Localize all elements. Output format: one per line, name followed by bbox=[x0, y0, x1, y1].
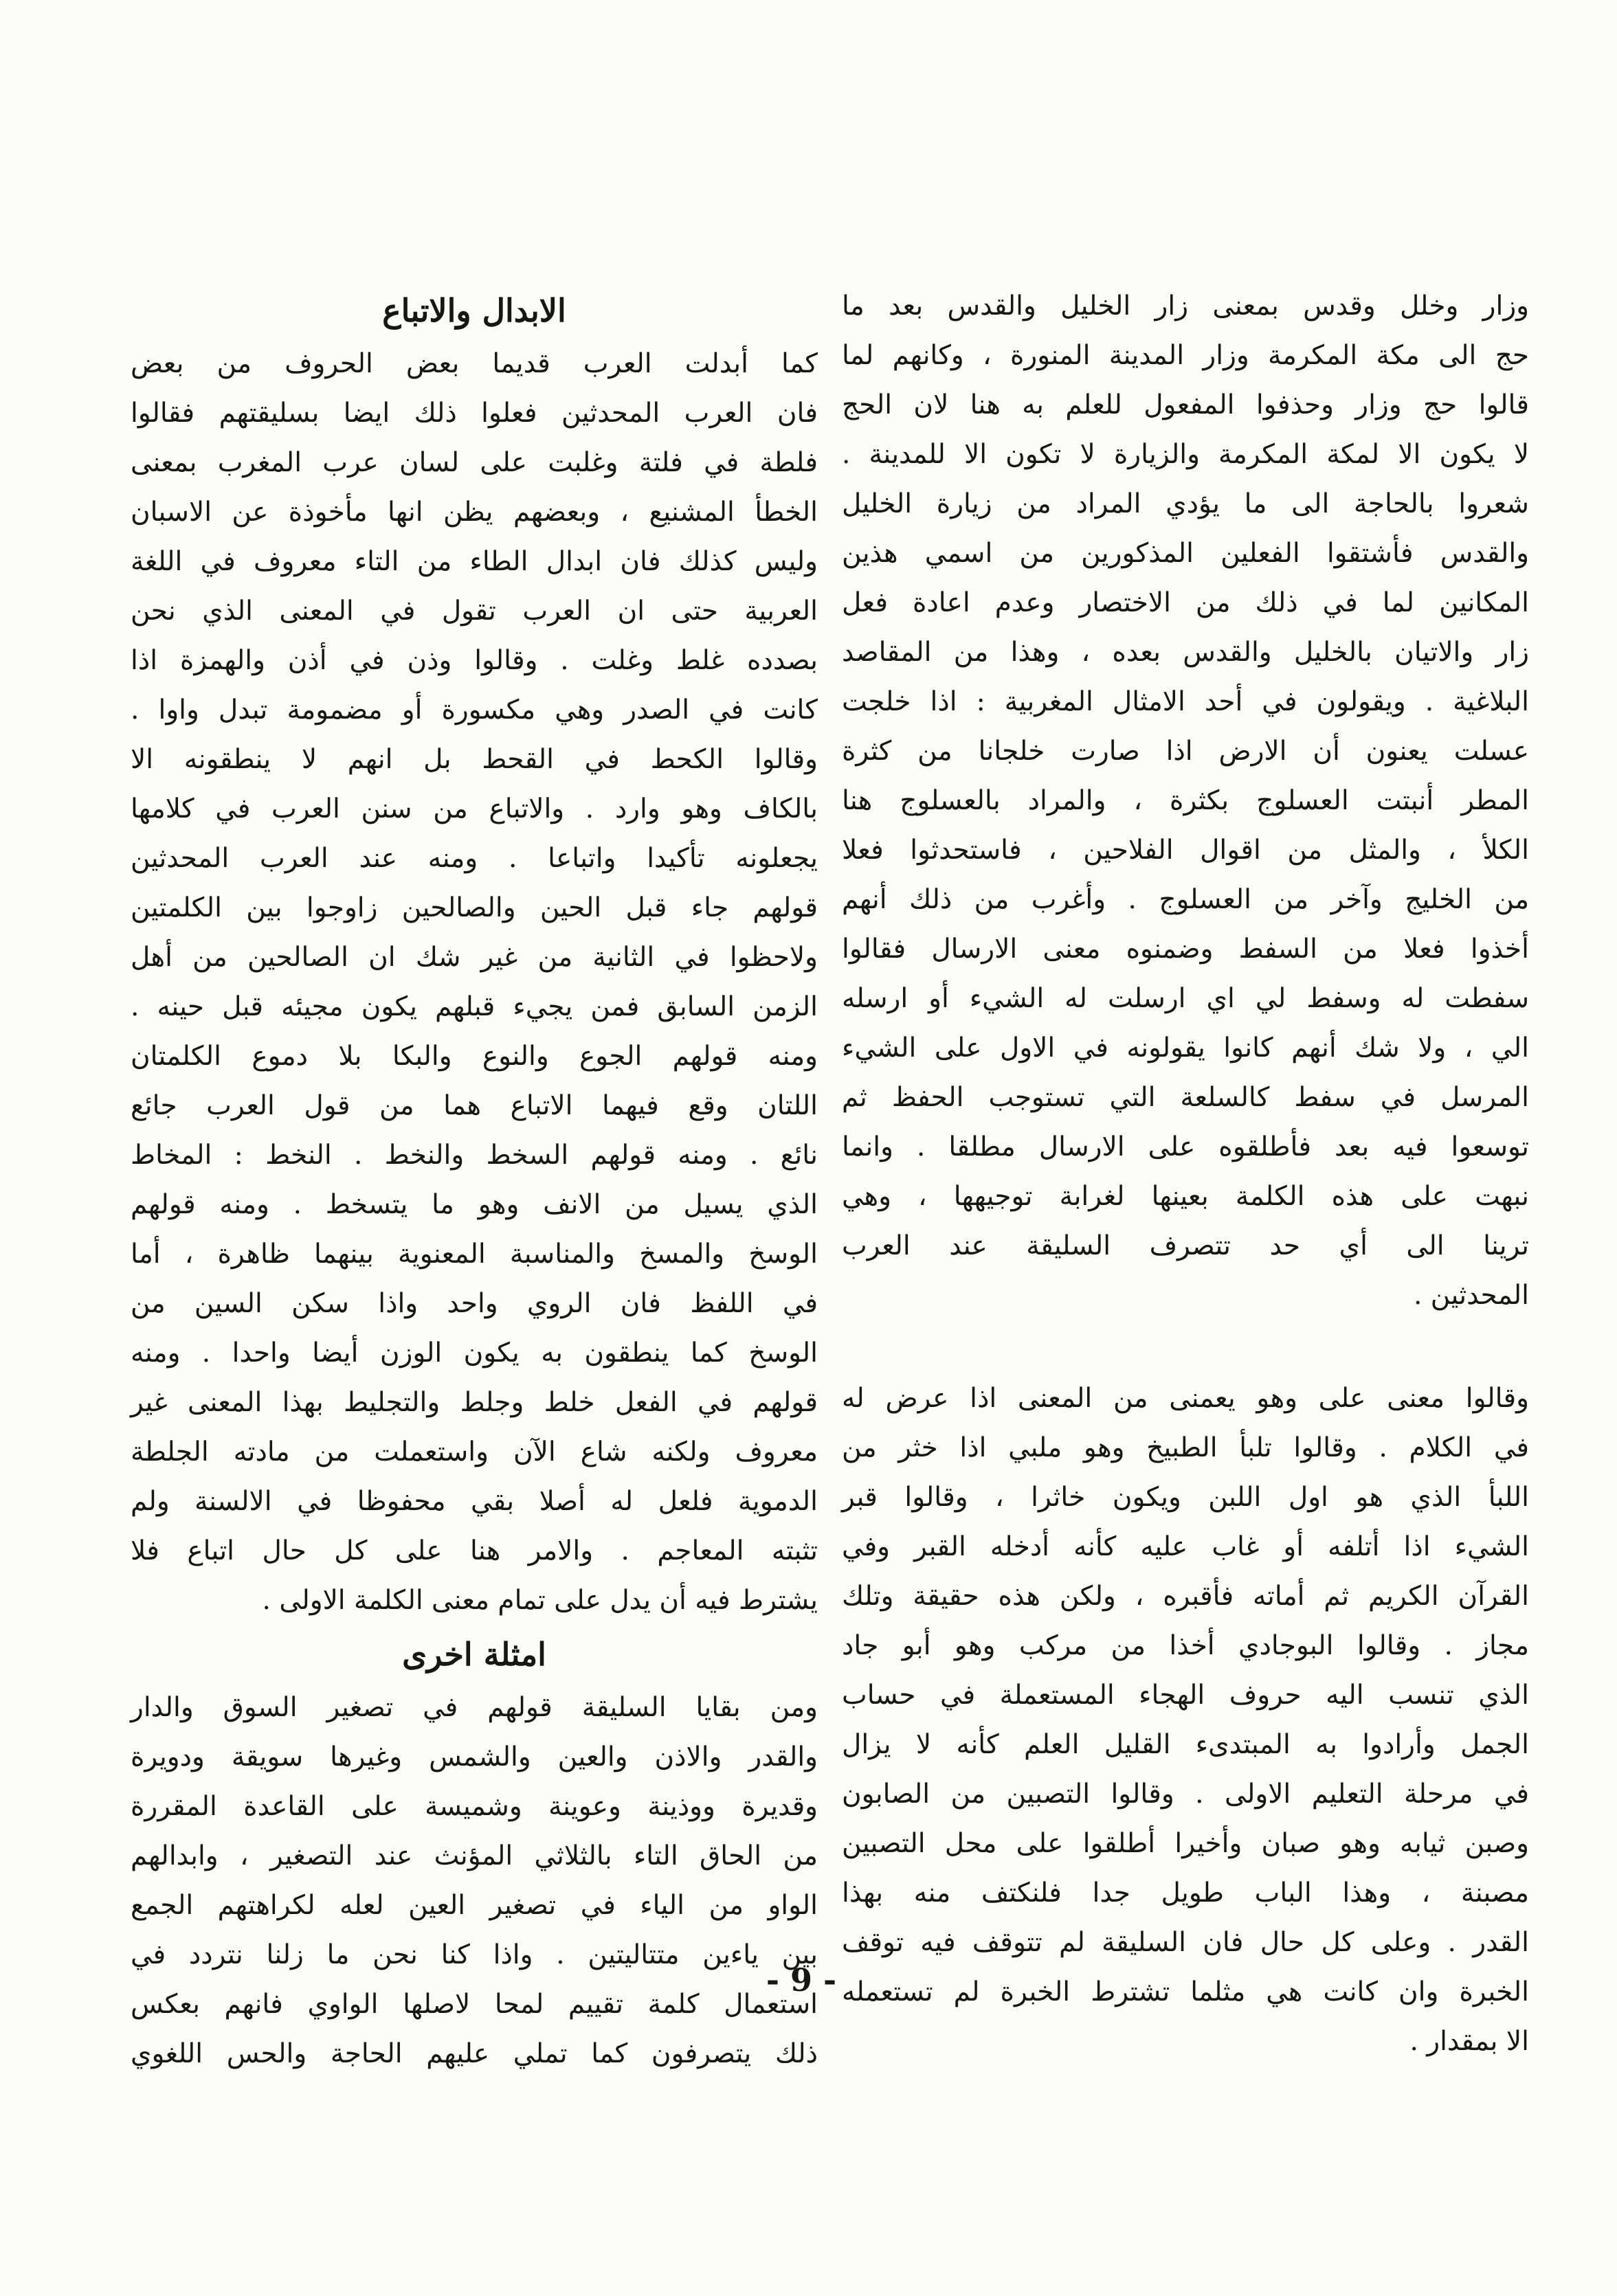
left-paragraph-1 bbox=[131, 339, 818, 1625]
text-line: حج الى مكة المكرمة وزار المدينة المنورة ، وكانهم لما bbox=[842, 340, 1529, 371]
text-line: بصدده غلط وغلت . وقالوا وذن في أذن والهمزة اذا bbox=[131, 645, 818, 676]
text-line: معروف ولكنه شاع الآن واستعملت من مادته الجلطة bbox=[131, 1437, 818, 1467]
text-line: والقدر والاذن والعين والشمس وغيرها سويقة ودويرة bbox=[131, 1742, 818, 1772]
text-line: الي ، ولا شك أنهم كانوا يقولونه في الاول على الشيء bbox=[842, 1033, 1529, 1063]
text-line: العربية حتى ان العرب تقول في المعنى الذي نحن bbox=[131, 596, 818, 627]
text-line: فان العرب المحدثين فعلوا ذلك ايضا بسليقتهم فقالوا bbox=[131, 398, 818, 429]
text-line: المحدثين . bbox=[1413, 1280, 1529, 1311]
section-heading: الابدال والاتباع bbox=[382, 292, 566, 329]
text-line: استعمال كلمة تقييم لمحا لاصلها الواوي فانهم بعكس bbox=[131, 1989, 818, 2020]
right-paragraph-2 bbox=[842, 1374, 1529, 2067]
left-paragraph-2 bbox=[131, 1683, 818, 2079]
text-line: فلطة في فلتة وغلبت على لسان عرب المغرب بمعنى bbox=[131, 447, 818, 478]
text-line: وقالوا معنى على وهو يعمنى من المعنى اذا عرض له bbox=[842, 1383, 1529, 1414]
text-line: في الكلام . وقالوا تلبأ الطبيخ وهو ملبي اذا خثر من bbox=[842, 1432, 1529, 1463]
text-line: اللتان وقع فيهما الاتباع هما من قول العرب جائع bbox=[131, 1090, 818, 1121]
text-line: تثبته المعاجم . والامر هنا على كل حال اتباع فلا bbox=[131, 1535, 818, 1566]
text-line: يشترط فيه أن يدل على تمام معنى الكلمة الاولى . bbox=[262, 1585, 818, 1616]
text-line: من الخليج وآخر من العسلوج . وأغرب من ذلك أنهم bbox=[842, 884, 1529, 915]
text-line: قولهم جاء قبل الحين والصالحين زاوجوا بين الكلمتين bbox=[131, 892, 818, 923]
text-line: وقالوا الكحط في القحط بل انهم لا ينطقونه الا bbox=[131, 744, 818, 775]
text-line: وليس كذلك فان ابدال الطاء من التاء معروف في اللغة bbox=[131, 546, 818, 577]
text-line: الذي يسيل من الانف وهو ما يتسخط . ومنه قولهم bbox=[131, 1189, 818, 1220]
text-line: الواو من الياء في تصغير العين لعله لكراهتهم الجمع bbox=[131, 1890, 818, 1921]
left-column bbox=[131, 282, 818, 2079]
text-line: أخذوا فعلا من السفط وضمنوه معنى الارسال فقالوا bbox=[842, 934, 1529, 965]
text-line: الجمل وأرادوا به المبتدىء القليل العلم كأنه لا يزال bbox=[842, 1729, 1529, 1760]
text-line: الوسخ كما ينطقون به يكون الوزن أيضا واحدا . ومنه bbox=[131, 1338, 818, 1369]
page-number: - 9 - bbox=[766, 1961, 837, 1999]
text-line: البلاغية . ويقولون في أحد الامثال المغربية : اذا خلجت bbox=[842, 686, 1529, 717]
text-line: وصبن ثيابه وهو صبان وأخيرا أطلقوا على محل التصبين bbox=[842, 1828, 1529, 1859]
right-column bbox=[842, 282, 1529, 2067]
text-line: الشيء اذا أتلفه أو غاب عليه كأنه أدخله القبر وفي bbox=[842, 1531, 1529, 1562]
text-line: بين ياءين متتاليتين . واذا كنا نحن ما زلنا نتردد في bbox=[131, 1939, 818, 1970]
text-line: ومنه قولهم الجوع والنوع والبكا بلا دموع الكلمتان bbox=[131, 1041, 818, 1072]
text-line: الوسخ والمسخ والمناسبة المعنوية بينهما ظاهرة ، أما bbox=[131, 1239, 818, 1270]
text-line: وزار وخلل وقدس بمعنى زار الخليل والقدس بعد ما bbox=[842, 291, 1529, 322]
text-line: قالوا حج وزار وحذفوا المفعول للعلم به هنا لان الحج bbox=[842, 390, 1529, 420]
text-line: زار والاتيان بالخليل والقدس بعده ، وهذا من المقاصد bbox=[842, 637, 1529, 668]
text-line: لا يكون الا لمكة المكرمة والزيارة لا تكون الا للمدينة . bbox=[842, 439, 1529, 470]
text-line: اللبأ الذي هو اول اللبن ويكون خاثرا ، وقالوا قبر bbox=[842, 1482, 1529, 1513]
text-line: ومن بقايا السليقة قولهم في تصغير السوق والدار bbox=[131, 1692, 818, 1723]
text-line: والقدس فأشتقوا الفعلين المذكورين من اسمي هذين bbox=[842, 538, 1529, 569]
text-line: سفطت له وسفط لي اي ارسلت له الشيء أو ارسله bbox=[842, 983, 1529, 1014]
text-line: قولهم في الفعل خلط وجلط والتجليط بهذا المعنى غير bbox=[131, 1387, 818, 1418]
text-line: نائع . ومنه قولهم السخط والنخط . النخط : المخاط bbox=[131, 1140, 818, 1171]
text-line: عسلت يعنون أن الارض اذا صارت خلجانا من كثرة bbox=[842, 736, 1529, 767]
text-line: المرسل في سفط كالسلعة التي تستوجب الحفظ ثم bbox=[842, 1082, 1529, 1113]
text-line: الذي تنسب اليه حروف الهجاء المستعملة في حساب bbox=[842, 1680, 1529, 1711]
text-line: الخطأ المشنيع ، وبعضهم يظن انها مأخوذة عن الاسبان bbox=[131, 497, 818, 528]
text-line: في اللفظ فان الروي واحد واذا سكن السين من bbox=[131, 1288, 818, 1319]
text-line: نبهت على هذه الكلمة بعينها لغرابة توجيهها ، وهي bbox=[842, 1181, 1529, 1212]
text-line: كما أبدلت العرب قديما بعض الحروف من بعض bbox=[131, 348, 818, 379]
text-line: في مرحلة التعليم الاولى . وقالوا التصبين من الصابون bbox=[842, 1779, 1529, 1810]
text-line: توسعوا فيه بعد فأطلقوه على الارسال مطلقا . وانما bbox=[842, 1132, 1529, 1162]
section-heading: امثلة اخرى bbox=[402, 1636, 546, 1673]
text-line: الدموية فلعل له أصلا بقي محفوظا في الالسنة ولم bbox=[131, 1486, 818, 1517]
text-line: بالكاف وهو وارد . والاتباع من سنن العرب في كلامها bbox=[131, 794, 818, 824]
text-line: الكلأ ، والمثل من اقوال الفلاحين ، فاستحدثوا فعلا bbox=[842, 835, 1529, 866]
text-line: المكانين لما في ذلك من الاختصار وعدم اعادة فعل bbox=[842, 587, 1529, 618]
text-line: مصبنة ، وهذا الباب طويل جدا فلنكتف منه بهذا bbox=[842, 1878, 1529, 1909]
text-line: يجعلونه تأكيدا واتباعا . ومنه عند العرب المحدثين bbox=[131, 843, 818, 874]
text-line: الخبرة وان كانت هي مثلما تشترط الخبرة لم تستعمله bbox=[842, 1977, 1529, 2007]
text-line: من الحاق التاء بالثلاثي المؤنث عند التصغير ، وابدالهم bbox=[131, 1841, 818, 1871]
text-line: القدر . وعلى كل حال فان السليقة لم تتوقف فيه توقف bbox=[842, 1927, 1529, 1958]
text-line: المطر أنبتت العسلوج بكثرة ، والمراد بالعسلوج هنا bbox=[842, 785, 1529, 816]
text-line: ترينا الى أي حد تتصرف السليقة عند العرب bbox=[842, 1230, 1529, 1261]
text-line: الا بمقدار . bbox=[1409, 2026, 1529, 2057]
text-line: مجاز . وقالوا البوجادي أخذا من مركب وهو أبو جاد bbox=[842, 1630, 1529, 1661]
text-line: كانت في الصدر وهي مكسورة أو مضمومة تبدل واوا . bbox=[131, 695, 818, 725]
right-paragraph-1 bbox=[842, 282, 1529, 1320]
paragraph-gap bbox=[842, 1320, 1529, 1374]
text-line: ذلك يتصرفون كما تملي عليهم الحاجة والحس اللغوي bbox=[131, 2038, 818, 2069]
text-line: الزمن السابق فمن يجيء قبلهم يكون مجيئه قبل حينه . bbox=[131, 991, 818, 1022]
text-line: شعروا بالحاجة الى ما يؤدي المراد من زيارة الخليل bbox=[842, 488, 1529, 519]
text-line: القرآن الكريم ثم أماته فأقبره ، ولكن هذه حقيقة وتلك bbox=[842, 1581, 1529, 1612]
text-line: ولاحظوا في الثانية من غير شك ان الصالحين من أهل bbox=[131, 942, 818, 973]
text-line: وقديرة ووذينة وعوينة وشميسة على القاعدة المقررة bbox=[131, 1791, 818, 1822]
